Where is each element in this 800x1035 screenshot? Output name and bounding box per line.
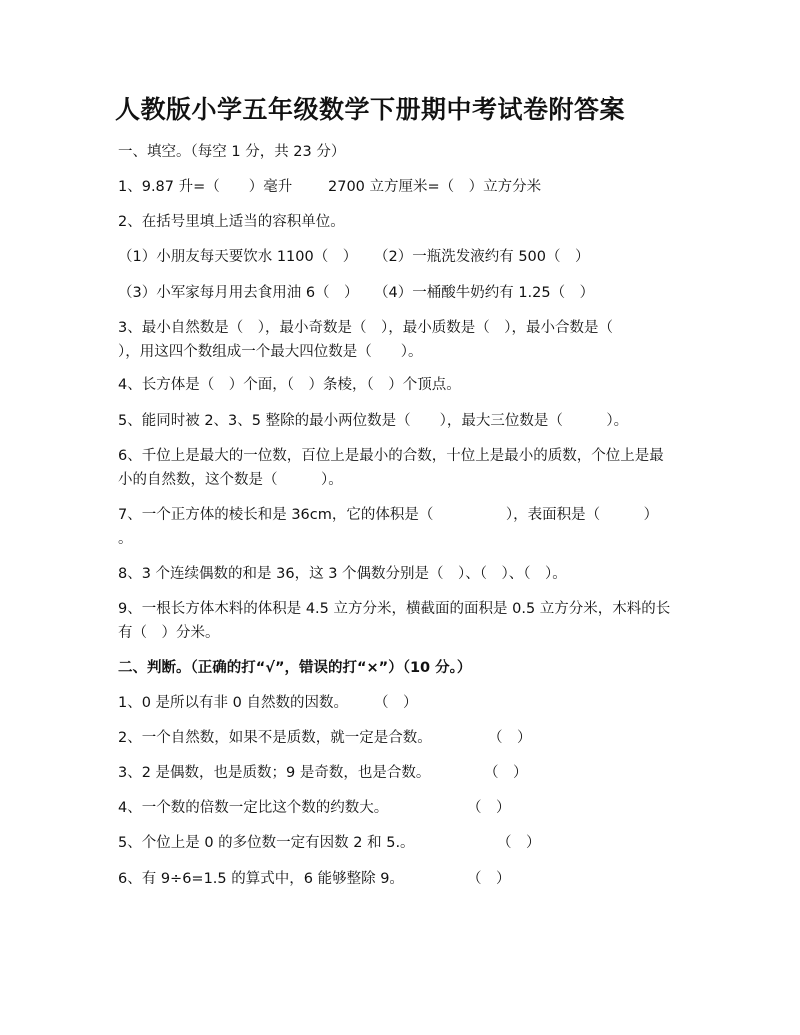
section1-heading: 一、填空。（每空 1 分，共 23 分） [118, 144, 346, 160]
question-8: 8、3 个连续偶数的和是 36，这 3 个偶数分别是（ ）、（ ）、（ ）。 [118, 566, 567, 582]
judgement-blank-3: （ ） [484, 765, 528, 781]
question-5: 5、能同时被 2、3、5 整除的最小两位数是（ ），最大三位数是（ ）。 [118, 413, 629, 429]
judgement-item-6: 6、有 9÷6=1.5 的算式中，6 能够整除 9。 [118, 871, 404, 887]
question-6-line1: 6、千位上是最大的一位数，百位上是最小的合数，十位上是最小的质数，个位上是最 [118, 448, 664, 464]
judgement-blank-2: （ ） [488, 730, 532, 746]
judgement-blank-6: （ ） [467, 871, 511, 887]
question-9-line2: 有（ ）分米。 [118, 625, 220, 641]
question-1a: 1、9.87 升=（ ）毫升 [118, 179, 293, 195]
question-6-line2: 小的自然数，这个数是（ ）。 [118, 472, 343, 488]
question-2-4: （4）一桶酸牛奶约有 1.25（ ） [374, 285, 595, 301]
question-7-line1: 7、一个正方体的棱长和是 36cm，它的体积是（ ），表面积是（ ） [118, 507, 659, 523]
judgement-item-1: 1、0 是所以有非 0 自然数的因数。 [118, 695, 349, 711]
judgement-item-4: 4、一个数的倍数一定比这个数的约数大。 [118, 800, 389, 816]
judgement-blank-4: （ ） [467, 800, 511, 816]
question-1b: 2700 立方厘米=（ ）立方分米 [328, 179, 542, 195]
page-title: 人教版小学五年级数学下册期中考试卷附答案 [114, 95, 625, 124]
question-2-3: （3）小军家每月用去食用油 6（ ） [118, 285, 359, 301]
judgement-blank-1: （ ） [374, 695, 418, 711]
question-2-2: （2）一瓶洗发液约有 500（ ） [374, 249, 590, 265]
judgement-item-2: 2、一个自然数，如果不是质数，就一定是合数。 [118, 730, 432, 746]
question-4: 4、长方体是（ ）个面，（ ）条棱，（ ）个顶点。 [118, 377, 461, 393]
question-9-line1: 9、一根长方体木料的体积是 4.5 立方分米，横截面的面积是 0.5 立方分米，木料的长 [118, 601, 671, 617]
section2-heading: 二、判断。（正确的打“√”，错误的打“×”）（10 分。） [118, 660, 472, 676]
judgement-blank-5: （ ） [497, 835, 541, 851]
question-3-line1: 3、最小自然数是（ ），最小奇数是（ ），最小质数是（ ），最小合数是（ [118, 320, 613, 336]
judgement-item-5: 5、个位上是 0 的多位数一定有因数 2 和 5.。 [118, 835, 415, 851]
question-3-line2: ），用这四个数组成一个最大四位数是（ ）。 [118, 344, 423, 360]
judgement-item-3: 3、2 是偶数，也是质数；9 是奇数，也是合数。 [118, 765, 431, 781]
question-2: 2、在括号里填上适当的容积单位。 [118, 214, 345, 230]
question-2-1: （1）小朋友每天要饮水 1100（ ） [118, 249, 358, 265]
question-7-line2: 。 [118, 531, 133, 547]
